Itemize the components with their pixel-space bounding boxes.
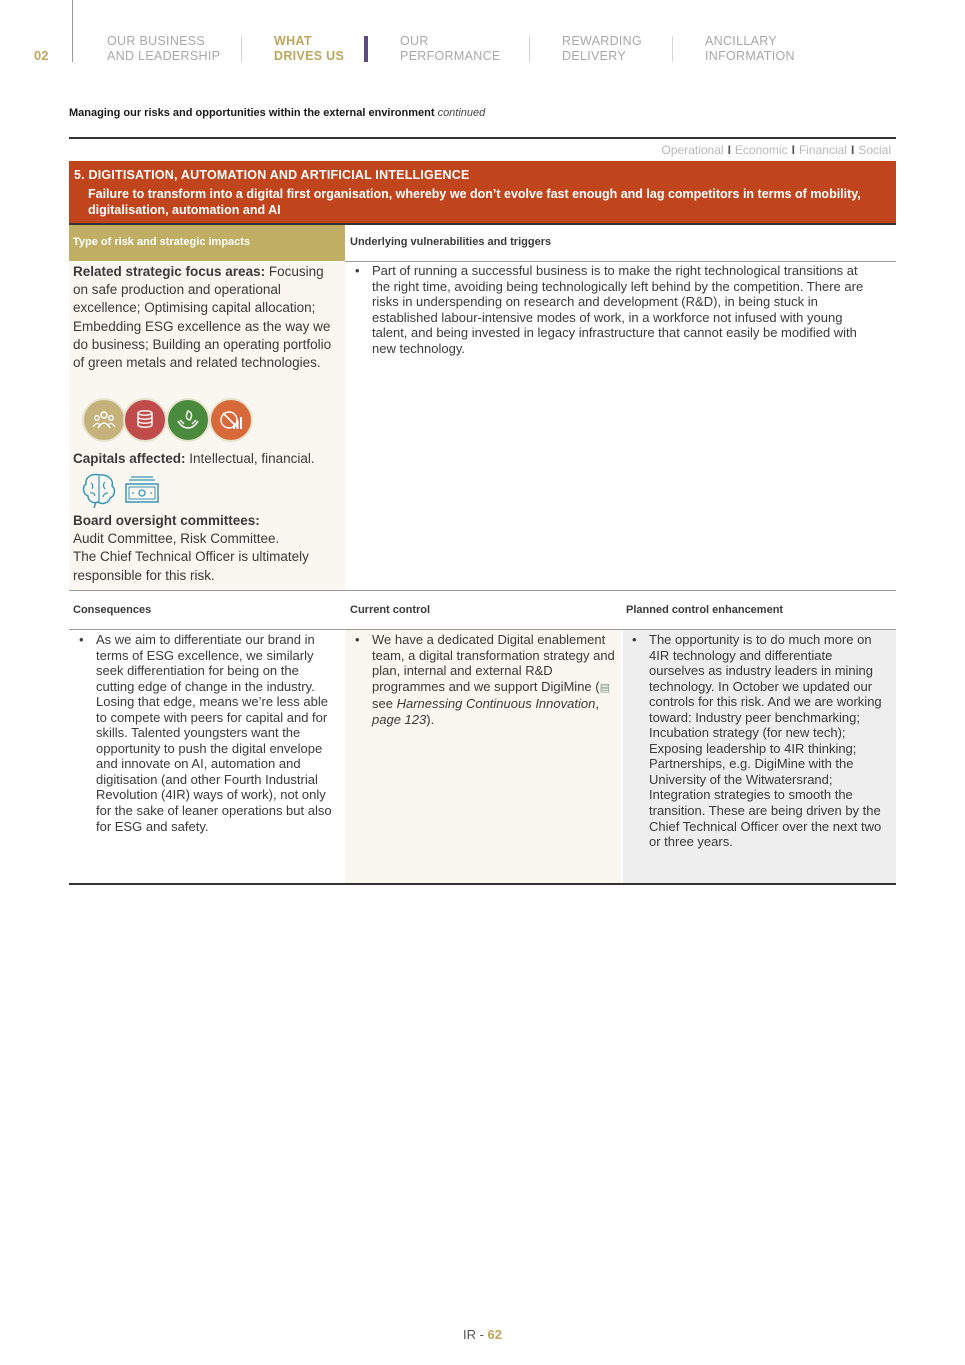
tag-separator: I [791,143,795,157]
top-navigation [0,0,965,80]
divider-rule [69,137,896,139]
divider-rule [69,883,896,885]
nav-item-what-drives-us[interactable]: WHAT DRIVES US [274,34,345,63]
banknotes-icon [124,476,160,509]
vulnerability-list [355,263,865,356]
nav-item-our-performance[interactable]: OUR PERFORMANCE [400,34,501,63]
strategic-focus-text [73,263,335,372]
nav-separator [529,36,530,62]
column-header-current-control: Current control [350,604,431,616]
column-header-risk-type: Type of risk and strategic impacts [69,225,345,261]
risk-description: Failure to transform into a digital first organisation, whereby we don’t evolve fast enough and lag competitors in terms of mobility, digitalisation, automation and AI [88,187,861,217]
divider-rule [345,261,896,262]
tag-separator: I [850,143,855,157]
risk-header [69,161,896,223]
subtitle-main: Managing our risks and opportunities within the external environment [69,107,435,119]
page-number: 62 [487,1327,503,1342]
capitals-value: Intellectual, financial. [189,451,315,466]
page-subtitle [69,107,485,119]
tag-financial: Financial [798,143,847,157]
chart-pickaxe-icon [209,398,253,442]
consequence-text: As we aim to differentiate our brand in terms of ESG excellence, we similarly seek differentiation for being on the cutting edge of change in the industry. Losing that edge, means we’re less able to compete with peers for capital and for skills. Talented youngsters want the opportunity to push the digital envelope and innovate on AI, automation and digitisation (and other Fourth Industrial Revolution (4IR) ways of work), not only for the sake of leaner operations but also for ESG and safety. [96,632,332,834]
vulnerability-text: Part of running a successful business is to make the right technological transitions at the right time, avoiding being technologically left behind by the competition. There are risks in underspending on research and development (R&D), in being stuck in established labour-intensive modes of work, in a workforce not infused with young talent, and being invested in legacy infrastructure that cannot easily be modified with new technology. [372,263,864,356]
nav-active-indicator [364,36,368,62]
brain-icon [81,471,117,514]
capitals-label: Capitals affected: [73,451,186,466]
document-icon: ▤ [599,681,611,694]
nav-divider-line [72,0,73,62]
tag-social: Social [858,143,891,157]
board-responsibility-note: The Chief Technical Officer is ultimately responsible for this risk. [73,549,309,583]
tag-economic: Economic [734,143,788,157]
nav-item-our-business[interactable]: OUR BUSINESS AND LEADERSHIP [107,34,221,63]
capitals-affected-text [73,450,335,468]
planned-control-text: The opportunity is to do much more on 4IR technology and differentiate ourselves as industry leaders in mining technology. In October we updated our controls for this risk. And we are working toward: Industry peer benchmarking; Incubation strategy (for new tech); Exposing leadership to 4IR thinking; Partnerships, e.g. DigiMine with the University of the Witwatersrand; Integration strategies to smooth the transition. These are being driven by the Chief Technical Officer over the next two or three years. [649,632,882,850]
footer-prefix: IR - [462,1327,488,1342]
risk-title: 5. DIGITISATION, AUTOMATION AND ARTIFICIAL INTELLIGENCE [74,168,470,182]
nav-separator [241,36,242,62]
focus-label: Related strategic focus areas: [73,264,266,279]
consequence-item: • As we aim to differentiate our brand in terms of ESG excellence, we similarly seek differentiation for being on the cutting edge of change in the industry. Losing that edge, means we’re less able to compete with peers for capital and for skills. Talented youngsters want the opportunity to push the digital envelope and innovate on AI, automation and digitisation (and other Fourth Industrial Revolution (4IR) ways of work), not only for the sake of leaner operations but also for ESG and safety. [79,632,337,834]
risk-category-tags [662,143,891,157]
subtitle-continued: continued [437,107,486,119]
board-label: Board oversight committees: [73,513,260,528]
list-item: • Part of running a successful business is to make the right technological transitions at the right time, avoiding being technologically left behind by the competition. There are risks in underspending on research and development (R&D), in being stuck in established labour-intensive modes of work, in a workforce not infused with young talent, and being invested in legacy infrastructure that cannot easily be modified with new technology. [355,263,864,356]
cross-reference-link[interactable]: Harnessing Continuous Innovation [396,696,596,712]
column-header-vulnerabilities: Underlying vulnerabilities and triggers [350,236,552,248]
column-header-planned-enhancement: Planned control enhancement [626,604,784,616]
page-footer [0,1327,965,1342]
nav-item-rewarding-delivery[interactable]: REWARDING DELIVERY [562,34,643,63]
page-reference[interactable]: page 123 [372,711,427,727]
tag-operational: Operational [661,143,724,157]
board-committees: Audit Committee, Risk Committee. [73,531,280,547]
column-header-consequences: Consequences [73,604,152,616]
risk-type-panel [69,262,345,590]
people-icon [82,398,126,442]
nav-separator [672,36,673,62]
coins-stack-icon [123,398,167,442]
hands-leaf-icon [166,398,210,442]
section-number: 02 [34,48,49,63]
board-oversight-text [73,512,335,585]
current-control-item: • We have a dedicated Digital enablement team, a digital transformation strategy and plan, internal and external R&D programmes and we support DigiMine (▤ see Harnessing Continuous Innovation, page 123). [355,632,617,727]
focus-areas: Focusing on safe production and operational excellence; Optimising capital allocation; Embedding ESG excellence as the way we do business; Building an operating portfolio of green metals and related technologies. [73,264,332,371]
current-control-text: We have a dedicated Digital enablement team, a digital transformation strategy and plan, internal and external R&D programmes and we support DigiMine (▤ see Harnessing Continuous Innovation, page 123). [372,632,615,727]
tag-separator: I [727,143,731,157]
nav-item-ancillary-information[interactable]: ANCILLARY INFORMATION [705,34,795,63]
divider-rule [69,590,896,591]
planned-control-item: • The opportunity is to do much more on 4IR technology and differentiate ourselves as industry leaders in mining technology. In October we updated our controls for this risk. And we are working toward: Industry peer benchmarking; Incubation strategy (for new tech); Exposing leadership to 4IR thinking; Partnerships, e.g. DigiMine with the University of the Witwatersrand; Integration strategies to smooth the transition. These are being driven by the Chief Technical Officer over the next two or three years. [632,632,884,850]
